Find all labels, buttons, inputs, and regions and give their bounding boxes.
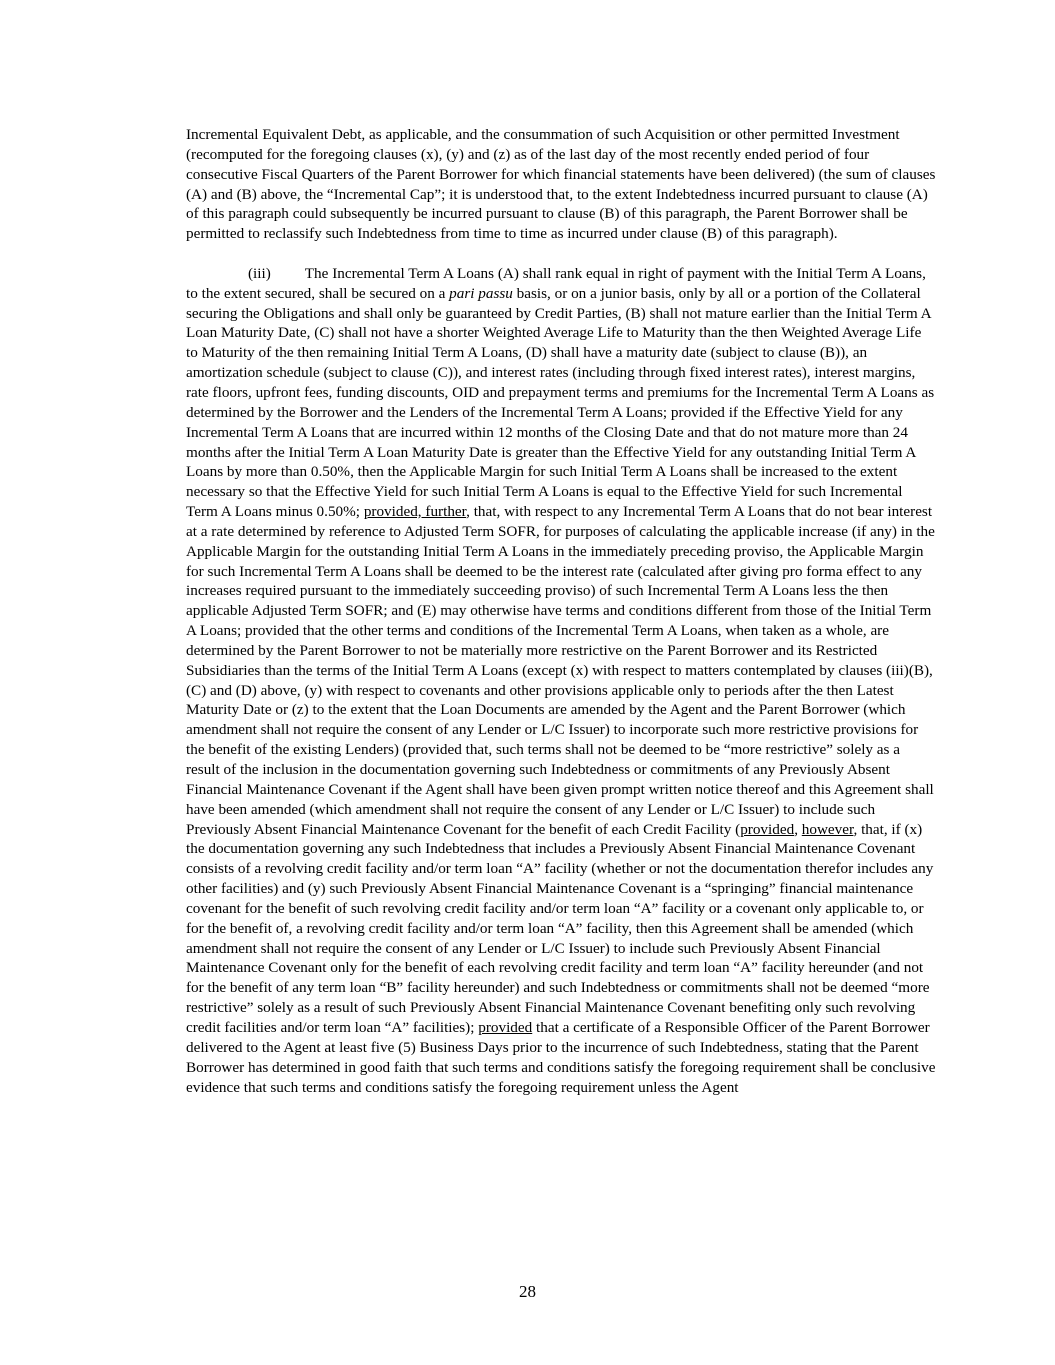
page-number: 28 (519, 1282, 536, 1301)
underlined-provided-further: provided, further (363, 503, 467, 521)
clause-text-4: , (794, 820, 802, 838)
clause-number: (iii) (248, 264, 271, 282)
paragraph-continuation: Incremental Equivalent Debt, as applicable, and the consummation of such Acquisition or other permitted Investment (recomputed for the foregoing clauses (x), (y) and (z) as of the last day of the most recently ended period of four consecutive Fiscal Quarters of the Parent Borrower for which financial statements have been delivered) (the sum of clauses (A) and (B) above, the “Incremental Cap”; it is understood that, to the extent Indebtedness incurred pursuant to clause (A) of this paragraph could subsequently be incurred pursuant to clause (B) of this paragraph, the Parent Borrower shall be permitted to reclassify such Indebtedness from time to time as incurred under clause (B) of this paragraph). (186, 126, 936, 243)
clause-text-3: , that, with respect to any Incremental Term A Loans that do not bear interest at a rate determined by reference to Adjusted Term SOFR, for purposes of calculating the applicable increase (if any) in the Applicable Margin for the outstanding Initial Term A Loans in the immediately preceding proviso, the Applicable Margin for such Incremental Term A Loans shall be deemed to be the interest rate (calculated after giving pro forma effect to any increases required pursuant to the immediately succeeding proviso) of such Incremental Term A Loans less the then applicable Adjusted Term SOFR; and (E) may otherwise have terms and conditions different from those of the Initial Term A Loans; provided that the other terms and conditions of the Incremental Term A Loans, when taken as a whole, are determined by the Parent Borrower to not be materially more restrictive on the Parent Borrower and its Restricted Subsidiaries than the terms of the Initial Term A Loans (except (x) with respect to matters contemplated by clauses (iii)(B), (C) and (D) above, (y) with respect to covenants and other provisions applicable only to periods after the then Latest Maturity Date or (z) to the extent that the Loan Documents are amended by the Agent and the Parent Borrower (which amendment shall not require the consent of any Lender or L/C Issuer) to incorporate such more restrictive provisions for the benefit of the existing Lenders) (provided that, such terms shall not be deemed to be “more restrictive” solely as a result of the inclusion in the documentation governing such Indebtedness or commitments of any Previously Absent Financial Maintenance Covenant if the Agent shall have been given prompt written notice thereof and this Agreement shall have been amended (which amendment shall not require the consent of any Lender or L/C Issuer) to include such Previously Absent Financial Maintenance Covenant for the benefit of each Credit Facility ( (186, 503, 935, 838)
clause-text-6: that a certificate of a Responsible Officer of the Parent Borrower delivered to the Agent at least five (5) Business Days prior to the incurrence of such Indebtedness, stating that the Parent Borrower has determined in good faith that such terms and conditions satisfy the foregoing requirement shall be conclusive evidence that such terms and conditions satisfy the foregoing requirement unless the Agent (186, 1018, 936, 1096)
underlined-however: however (801, 820, 854, 838)
italic-pari-passu: pari passu (449, 284, 513, 302)
paragraph-iii (186, 264, 936, 1097)
clause-text-1: The Incremental Term A Loans (A) shall rank equal in right of payment with the Initial Term A Loans, to the extent secured, shall be secured on a (186, 264, 926, 302)
body-text (186, 125, 936, 1097)
clause-text-5: , that, if (x) the documentation governing any such Indebtedness that includes a Previously Absent Financial Maintenance Covenant consists of a revolving credit facility and/or term loan “A” facility (whether or not the documentation therefor includes any other facilities) and (y) such Previously Absent Financial Maintenance Covenant is a “springing” financial maintenance covenant for the benefit of such revolving credit facility and/or term loan “A” facility or a covenant only applicable to, or for the benefit of, a revolving credit facility and/or term loan “A” facility, then this Agreement shall be amended (which amendment shall not require the consent of any Lender or L/C Issuer) to include such Previously Absent Financial Maintenance Covenant only for the benefit of each revolving credit facility and term loan “A” facility hereunder (and not for the benefit of any term loan “B” facility hereunder) and such Indebtedness or commitments shall not be deemed “more restrictive” solely as a result of such Previously Absent Financial Maintenance Covenant benefiting only such revolving credit facilities and/or term loan “A” facilities); (186, 820, 934, 1036)
underlined-provided-2: provided (478, 1018, 533, 1036)
clause-text-2: basis, or on a junior basis, only by all or a portion of the Collateral securing the Obligations and shall only be guaranteed by Credit Parties, (B) shall not mature earlier than the Initial Term A Loan Maturity Date, (C) shall not have a shorter Weighted Average Life to Maturity than the then Weighted Average Life to Maturity of the then remaining Initial Term A Loans, (D) shall have a maturity date (subject to clause (B)), an amortization schedule (subject to clause (C)), and interest rates (including through fixed interest rates), interest margins, rate floors, upfront fees, funding discounts, OID and prepayment terms and premiums for the Incremental Term A Loans as determined by the Borrower and the Lenders of the Incremental Term A Loans; provided if the Effective Yield for any Incremental Term A Loans that are incurred within 12 months of the Closing Date and that do not mature more than 24 months after the Initial Term A Loan Maturity Date is greater than the Effective Yield for any outstanding Initial Term A Loans by more than 0.50%, then the Applicable Margin for such Initial Term A Loans shall be increased to the extent necessary so that the Effective Yield for such Initial Term A Loans is equal to the Effective Yield for such Incremental Term A Loans minus 0.50%; (186, 284, 935, 521)
underlined-provided: provided (740, 820, 795, 838)
